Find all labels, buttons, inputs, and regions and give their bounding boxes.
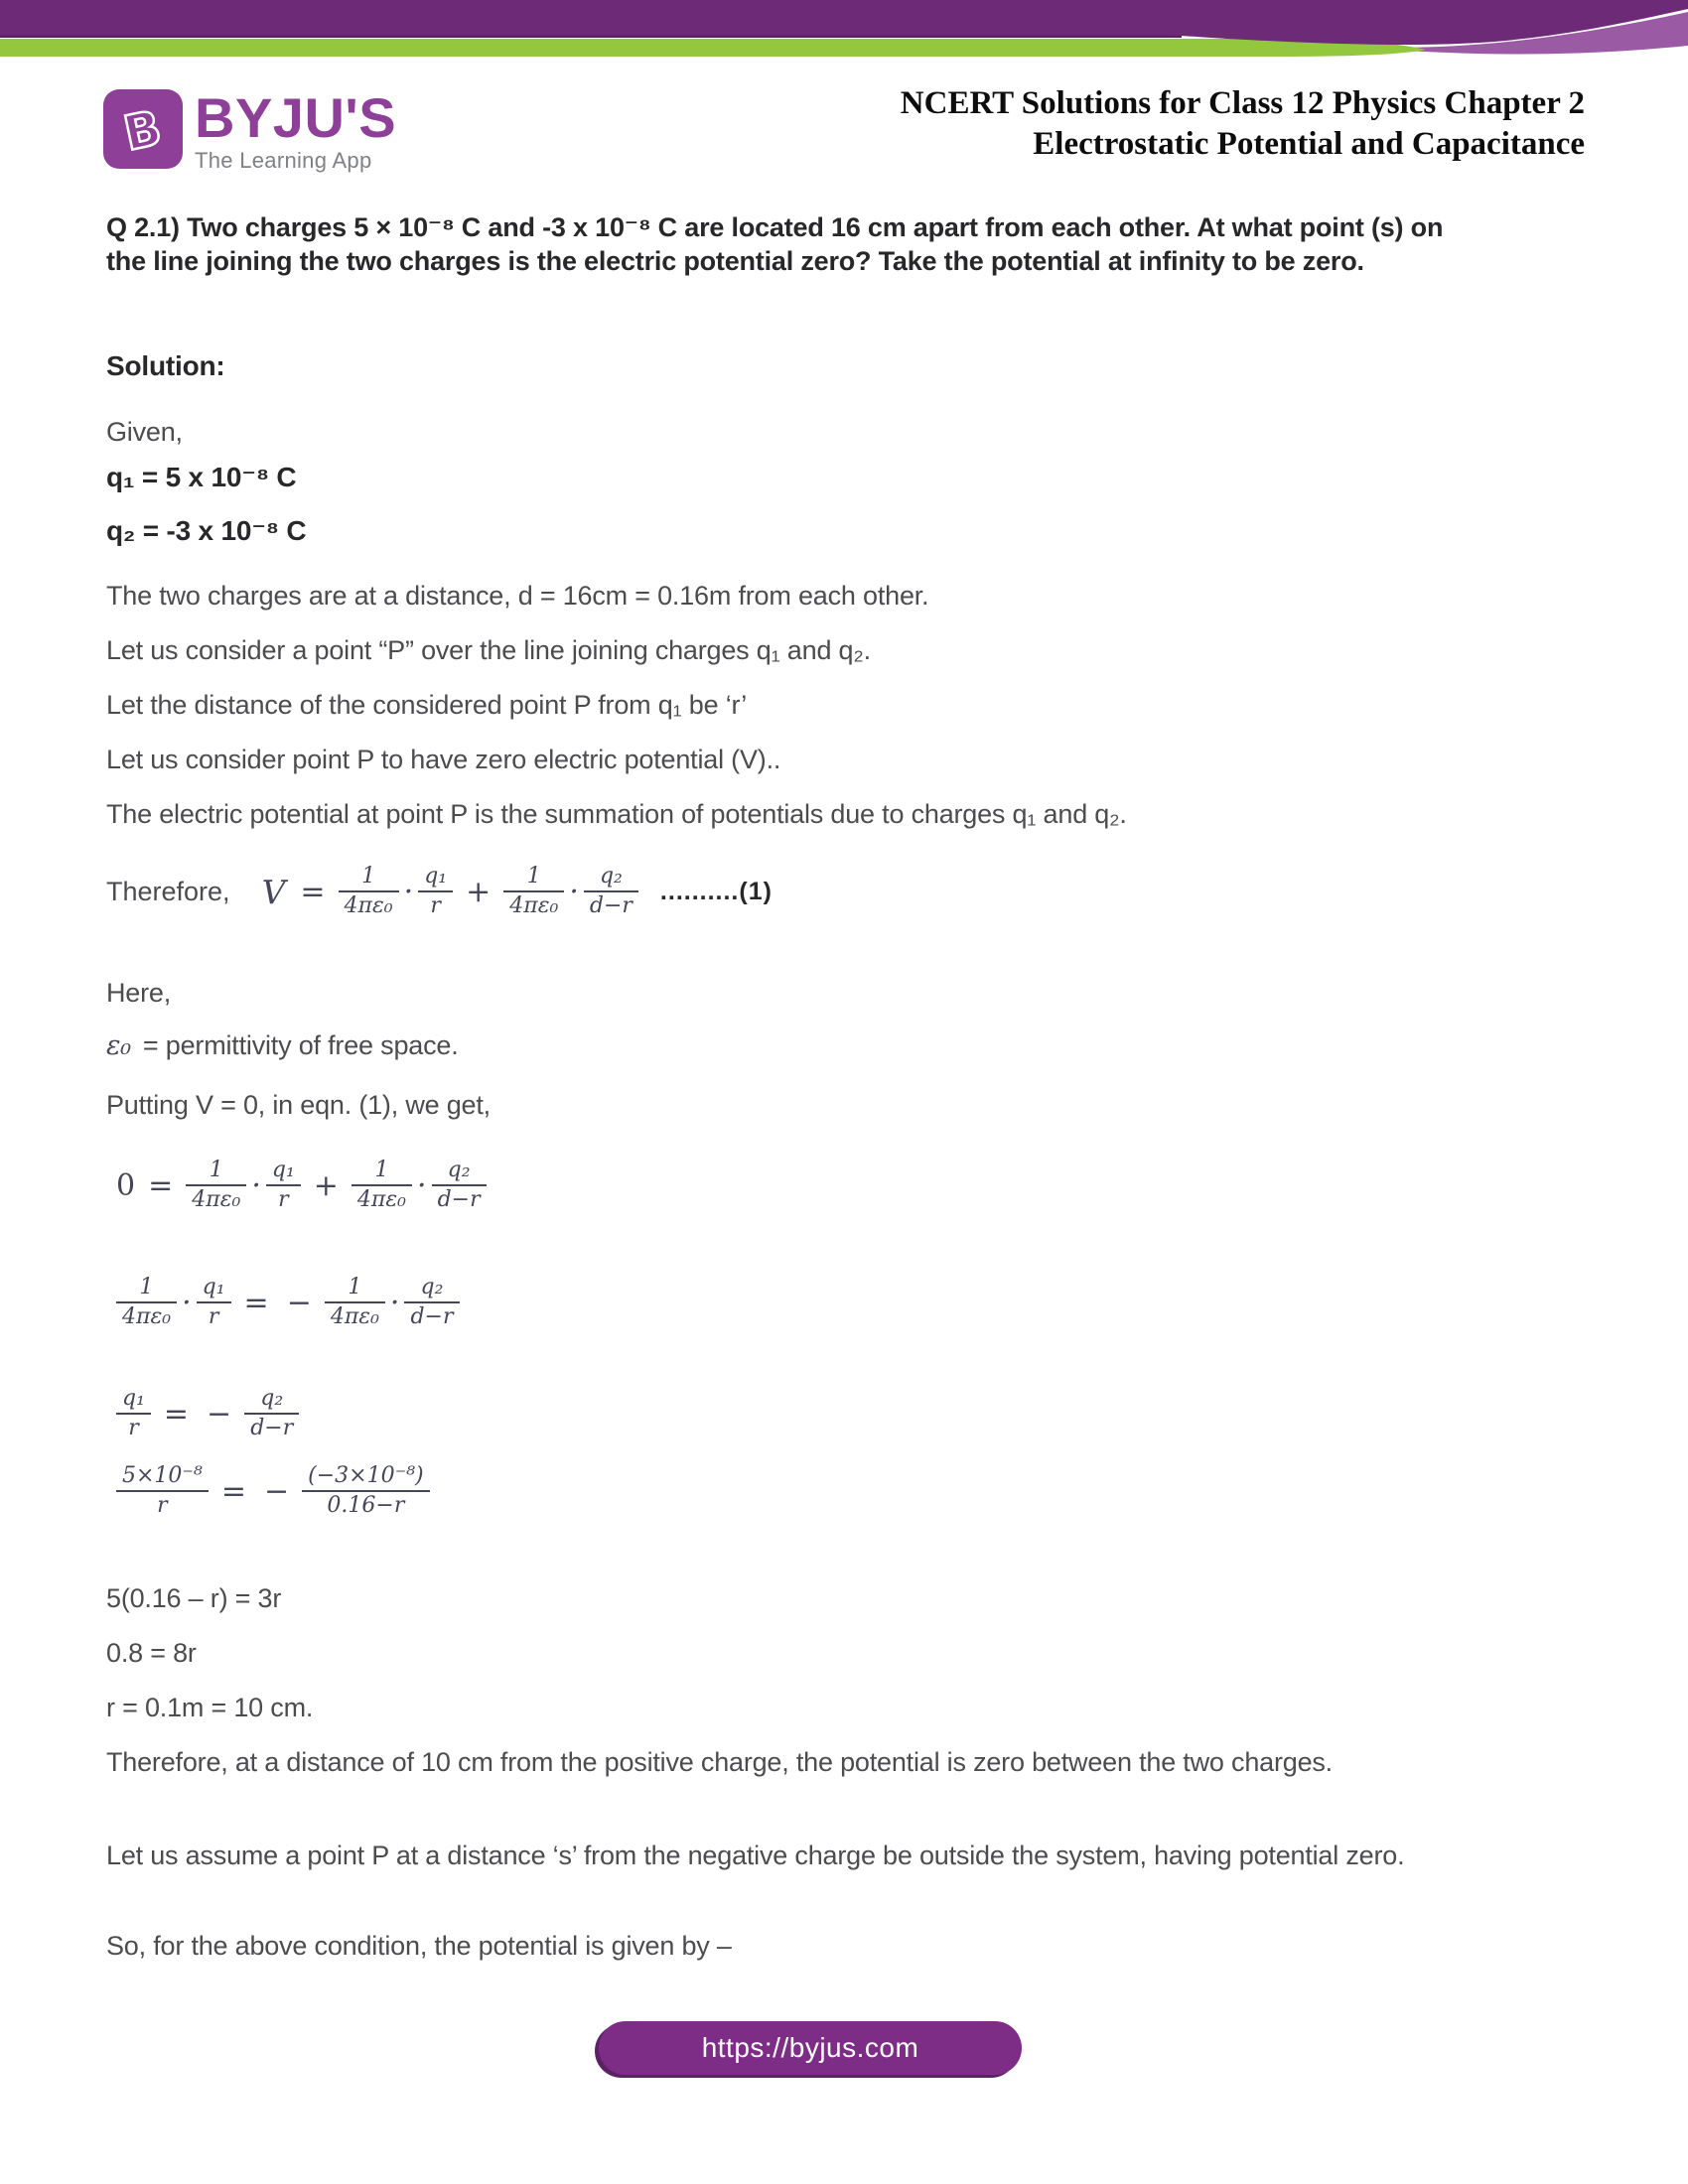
solution-paragraph: The two charges are at a distance, d = 16cm = 0.16m from each other. [106,581,929,611]
equation-rearranged [112,1275,464,1330]
math-part: · [389,1285,400,1320]
math-part: ..........(1) [659,877,773,905]
equation-charge-ratio [112,1386,303,1441]
header-purple-band [0,0,1688,45]
math-part: = [163,1396,190,1432]
fraction: $\frac{\text{q₂}}{d-r}$ [244,1386,299,1441]
math-part: · [251,1167,261,1203]
logo-text [195,86,397,174]
math-part: 0 [116,1167,136,1203]
math-part: − [264,1473,290,1509]
solution-paragraph: The electric potential at point P is the summation of potentials due to charges q₁ and q₂. [106,799,1127,829]
header-decoration [0,0,1688,69]
math-part: · [403,874,414,909]
closing-paragraph: So, for the above condition, the potential is given by – [106,1931,732,1961]
result-step: r = 0.1m = 10 cm. [106,1693,314,1722]
math-part: V [261,872,286,911]
footer-url: https://byjus.com [701,2032,919,2063]
fraction: $\frac{\text{q₁}}{r}$ [197,1275,231,1330]
math-part: = [220,1473,246,1509]
fraction: $\frac{\text{q₂}}{d-r}$ [584,864,638,919]
charge-q1-value: q₁ = 5 x 10⁻⁸ C [106,462,297,492]
closing-paragraph: Therefore, at a distance of 10 cm from the positive charge, the potential is zero between the two charges. [106,1747,1333,1777]
equation-potential-sum [106,864,773,919]
equation-zero-potential [112,1158,491,1213]
solution-paragraph: Let us consider a point “P” over the line joining charges q₁ and q₂. [106,635,871,665]
charge-q2-value: q₂ = -3 x 10⁻⁸ C [106,515,307,546]
solution-paragraph: Let us consider point P to have zero electric potential (V).. [106,745,781,774]
equation-substituted-values [112,1463,434,1519]
fraction: $\frac{\text{5×10⁻⁸}}{r}$ [116,1463,209,1519]
epsilon-definition-text: = permittivity of free space. [142,1030,459,1060]
fraction: $\frac{\text{q₁}}{r}$ [116,1386,151,1441]
epsilon-definition [106,1028,1449,1063]
fraction: $\frac{1}{\text{4πε₀}}$ [503,864,564,919]
given-label: Given, [106,417,183,447]
fraction: $\frac{1}{\text{4πε₀}}$ [116,1275,177,1330]
math-part: + [466,874,492,909]
result-step: 5(0.16 – r) = 3r [106,1583,282,1613]
solution-paragraph: Let the distance of the considered point P from q₁ be ‘r’ [106,690,748,720]
math-part: = [148,1167,174,1203]
fraction: $\frac{\text{q₂}}{d-r}$ [432,1158,487,1213]
title-line-2: Electrostatic Potential and Capacitance [1033,126,1585,162]
byjus-tagline: The Learning App [195,148,372,173]
result-step: 0.8 = 8r [106,1638,197,1668]
question-text: Q 2.1) Two charges 5 × 10⁻⁸ C and -3 x 10⁻⁸ C are located 16 cm apart from each other. At what point (s) on the line joining the two charges is the electric potential zero? Take the potential at infinity to be zero. [106,212,1444,276]
fraction: $\frac{1}{\text{4πε₀}}$ [186,1158,246,1213]
putting-v-zero-text: Putting V = 0, in eqn. (1), we get, [106,1090,491,1120]
byjus-brand-text: BYJU'S [195,86,397,149]
byjus-logo [103,86,397,174]
header-green-band [0,39,1426,57]
solution-heading: Solution: [106,350,225,381]
logo-b-glyph: B [118,99,167,163]
math-part: · [417,1167,427,1203]
footer-link[interactable] [599,2021,1022,2075]
math-part: = [243,1285,269,1320]
fraction: $\frac{1}{\text{4πε₀}}$ [325,1275,385,1330]
fraction: $\frac{\text{(−3×10⁻⁸)}}{0.16-r}$ [302,1463,429,1519]
fraction: $\frac{\text{q₁}}{r}$ [266,1158,301,1213]
math-part: − [207,1396,232,1432]
math-part: · [182,1285,192,1320]
math-part: + [313,1167,339,1203]
math-part: − [286,1285,312,1320]
fraction: $\frac{1}{\text{4πε₀}}$ [339,864,399,919]
fraction: $\frac{\text{q₂}}{d-r}$ [404,1275,459,1330]
epsilon-symbol: ε₀ [106,1030,131,1061]
title-line-1: NCERT Solutions for Class 12 Physics Chapter 2 [900,85,1585,121]
math-part: · [569,874,579,909]
document-title [901,83,1585,165]
fraction: $\frac{1}{\text{4πε₀}}$ [352,1158,412,1213]
fraction: $\frac{\text{q₁}}{r}$ [418,864,453,919]
here-label: Here, [106,978,172,1008]
math-part: = [300,874,326,909]
math-part: Therefore, [106,876,230,906]
closing-paragraph: Let us assume a point P at a distance ‘s’ from the negative charge be outside the system, having potential zero. [106,1841,1405,1870]
byjus-logo-icon [103,89,183,169]
